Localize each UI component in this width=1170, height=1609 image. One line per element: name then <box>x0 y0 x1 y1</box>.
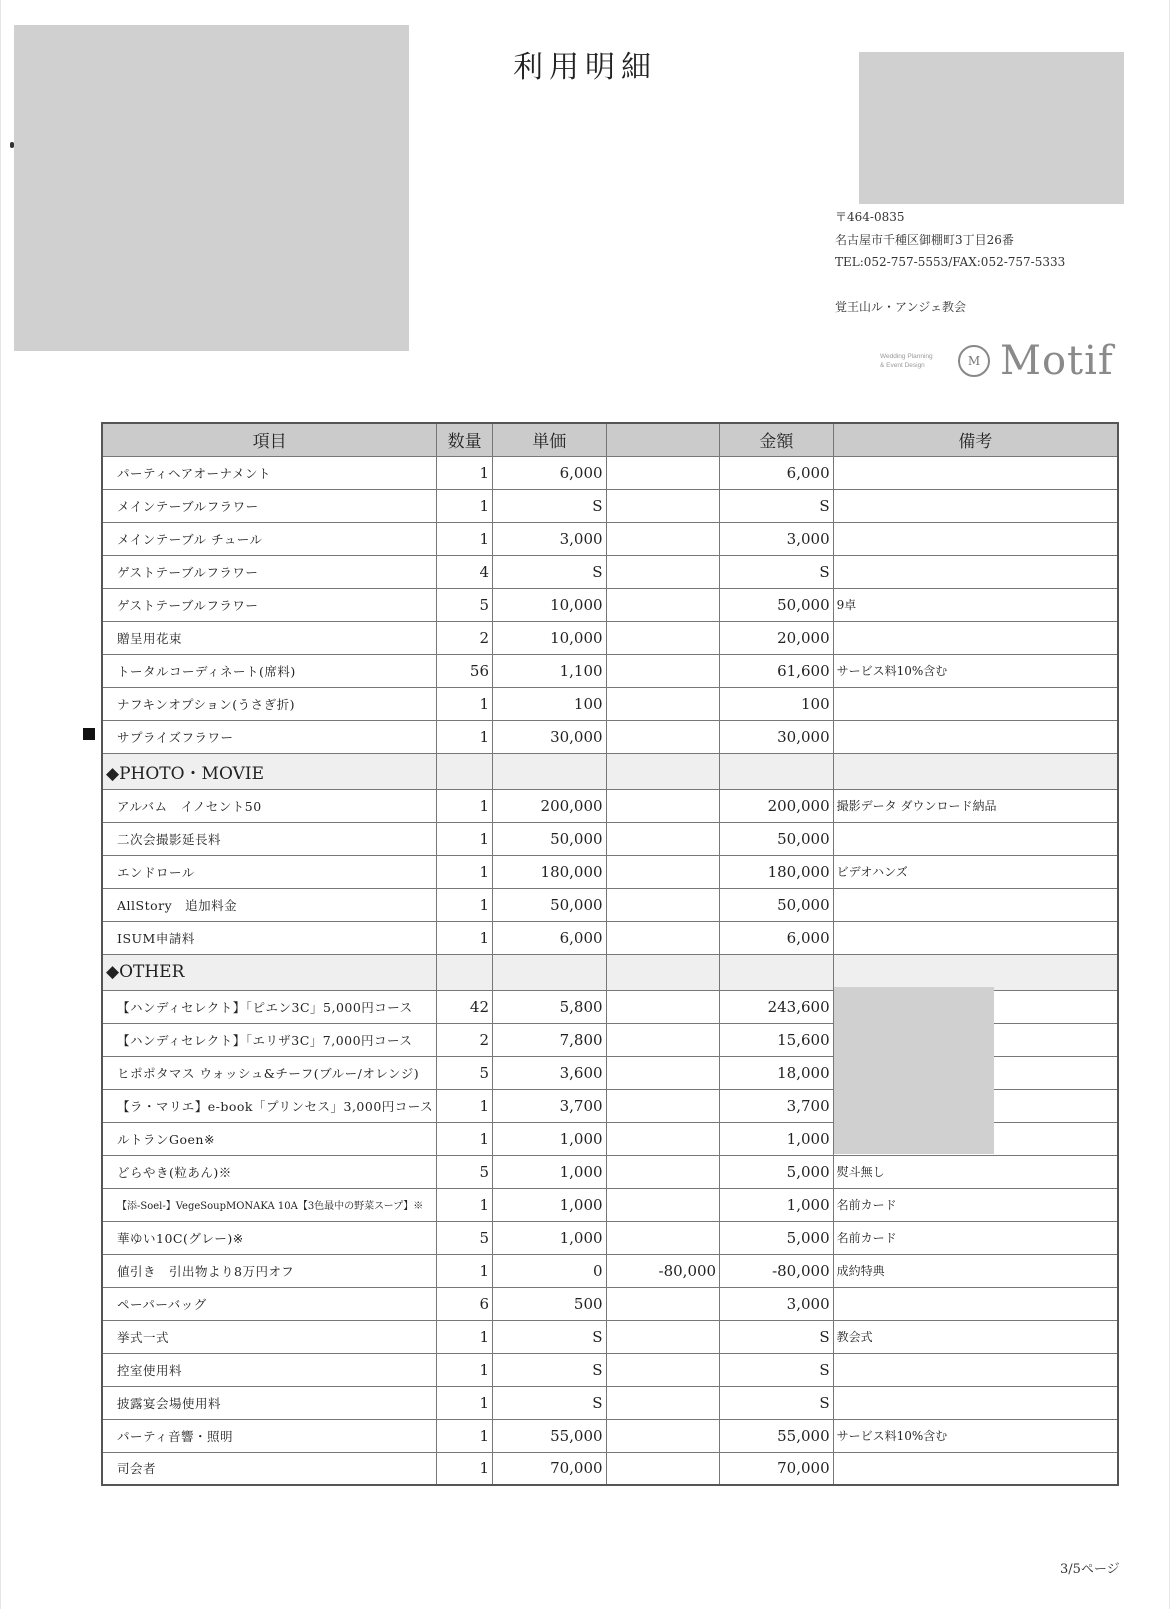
cell-amount: 243,600 <box>720 990 834 1023</box>
cell-amount: 50,000 <box>720 822 834 855</box>
table-row <box>102 855 1118 888</box>
cell-amount: 6,000 <box>720 456 834 489</box>
cell-remarks <box>833 822 1118 855</box>
sender-address-block <box>835 206 1065 318</box>
cell-amount: 1,000 <box>720 1188 834 1221</box>
cell-unit-price: 10,000 <box>493 621 607 654</box>
cell-unit-price: 6,000 <box>493 456 607 489</box>
cell-discount <box>606 921 720 954</box>
cell-quantity: 1 <box>437 1188 493 1221</box>
table-row <box>102 1353 1118 1386</box>
cell-discount <box>606 1386 720 1419</box>
cell-discount <box>606 1320 720 1353</box>
cell-amount: 180,000 <box>720 855 834 888</box>
cell-quantity: 56 <box>437 654 493 687</box>
cell-remarks: 名前カード <box>833 1188 1118 1221</box>
table-row <box>102 456 1118 489</box>
section-empty-cell <box>493 753 607 789</box>
section-empty-cell <box>493 954 607 990</box>
cell-discount <box>606 1155 720 1188</box>
document-title: 利用明細 <box>513 50 657 85</box>
street-address: 名古屋市千種区御棚町3丁目26番 <box>835 232 1014 247</box>
cell-item: 【ラ・マリエ】e-book「プリンセス」3,000円コース <box>102 1089 437 1122</box>
cell-item: 披露宴会場使用料 <box>102 1386 437 1419</box>
table-row <box>102 720 1118 753</box>
table-row <box>102 555 1118 588</box>
cell-discount <box>606 588 720 621</box>
table-row <box>102 687 1118 720</box>
cell-amount: S <box>720 489 834 522</box>
cell-discount <box>606 522 720 555</box>
cell-unit-price: S <box>493 489 607 522</box>
cell-quantity: 1 <box>437 888 493 921</box>
statement-table <box>101 422 1119 1486</box>
logo-circle-mark-icon: M <box>958 345 990 377</box>
cell-discount <box>606 654 720 687</box>
cell-quantity: 1 <box>437 720 493 753</box>
cell-amount: 3,700 <box>720 1089 834 1122</box>
cell-remarks <box>833 522 1118 555</box>
cell-remarks <box>833 489 1118 522</box>
cell-quantity: 1 <box>437 855 493 888</box>
cell-item: AllStory 追加料金 <box>102 888 437 921</box>
table-row <box>102 1188 1118 1221</box>
cell-remarks <box>833 1386 1118 1419</box>
cell-discount <box>606 1122 720 1155</box>
table-row <box>102 822 1118 855</box>
table-row <box>102 654 1118 687</box>
cell-quantity: 1 <box>437 1419 493 1452</box>
logo-tagline-line-2: & Event Design <box>880 362 925 369</box>
cell-remarks <box>833 555 1118 588</box>
cell-remarks: ビデオハンズ <box>833 855 1118 888</box>
cell-item: 挙式一式 <box>102 1320 437 1353</box>
cell-unit-price: 0 <box>493 1254 607 1287</box>
logo-wordmark: Motif <box>1000 338 1114 384</box>
cell-item: パーティヘアオーナメント <box>102 456 437 489</box>
cell-item: 【ハンディセレクト】「エリザ3C」7,000円コース <box>102 1023 437 1056</box>
cell-amount: S <box>720 1353 834 1386</box>
cell-remarks <box>833 720 1118 753</box>
cell-amount: S <box>720 555 834 588</box>
cell-amount: 5,000 <box>720 1155 834 1188</box>
cell-item: 司会者 <box>102 1452 437 1485</box>
cell-amount: 200,000 <box>720 789 834 822</box>
cell-unit-price: 5,800 <box>493 990 607 1023</box>
section-empty-cell <box>437 954 493 990</box>
cell-item: メインテーブル チュール <box>102 522 437 555</box>
cell-discount <box>606 822 720 855</box>
cell-discount <box>606 687 720 720</box>
motif-logo <box>880 338 1114 384</box>
cell-amount: S <box>720 1320 834 1353</box>
cell-remarks: 成約特典 <box>833 1254 1118 1287</box>
section-empty-cell <box>606 753 720 789</box>
header-remarks: 備考 <box>833 423 1118 456</box>
cell-discount <box>606 1419 720 1452</box>
cell-unit-price: 500 <box>493 1287 607 1320</box>
cell-item: 二次会撮影延長料 <box>102 822 437 855</box>
table-row <box>102 921 1118 954</box>
section-empty-cell <box>833 753 1118 789</box>
row-marker-square <box>83 728 95 740</box>
cell-item: メインテーブルフラワー <box>102 489 437 522</box>
cell-amount: 5,000 <box>720 1221 834 1254</box>
cell-discount <box>606 1287 720 1320</box>
cell-discount <box>606 990 720 1023</box>
table-row <box>102 1287 1118 1320</box>
postal-code: 〒464-0835 <box>835 210 905 224</box>
cell-discount <box>606 456 720 489</box>
cell-item: アルバム イノセント50 <box>102 789 437 822</box>
cell-unit-price: 100 <box>493 687 607 720</box>
cell-quantity: 1 <box>437 1353 493 1386</box>
cell-quantity: 1 <box>437 687 493 720</box>
cell-item: 贈呈用花束 <box>102 621 437 654</box>
cell-unit-price: 180,000 <box>493 855 607 888</box>
cell-unit-price: 3,700 <box>493 1089 607 1122</box>
table-row <box>102 1452 1118 1485</box>
header-item: 項目 <box>102 423 437 456</box>
cell-remarks: 名前カード <box>833 1221 1118 1254</box>
cell-item: ペーパーバッグ <box>102 1287 437 1320</box>
cell-amount: 30,000 <box>720 720 834 753</box>
cell-quantity: 1 <box>437 1254 493 1287</box>
cell-remarks: 9卓 <box>833 588 1118 621</box>
cell-amount: 50,000 <box>720 888 834 921</box>
cell-discount <box>606 1056 720 1089</box>
cell-quantity: 6 <box>437 1287 493 1320</box>
table-row <box>102 1320 1118 1353</box>
cell-unit-price: 3,000 <box>493 522 607 555</box>
cell-remarks: サービス料10%含む <box>833 654 1118 687</box>
cell-remarks: 教会式 <box>833 1320 1118 1353</box>
cell-amount: 100 <box>720 687 834 720</box>
cell-remarks <box>833 1452 1118 1485</box>
table-row <box>102 1155 1118 1188</box>
cell-unit-price: 70,000 <box>493 1452 607 1485</box>
header-discount <box>606 423 720 456</box>
cell-quantity: 1 <box>437 456 493 489</box>
cell-item: エンドロール <box>102 855 437 888</box>
cell-item: ヒポポタマス ウォッシュ&チーフ(ブルー/オレンジ) <box>102 1056 437 1089</box>
cell-item: ナフキンオプション(うさぎ折) <box>102 687 437 720</box>
cell-item: パーティ音響・照明 <box>102 1419 437 1452</box>
cell-remarks <box>833 687 1118 720</box>
venue-name: 覚王山ル・アンジェ教会 <box>835 299 966 314</box>
cell-unit-price: 1,000 <box>493 1188 607 1221</box>
cell-quantity: 1 <box>437 1089 493 1122</box>
cell-quantity: 2 <box>437 1023 493 1056</box>
cell-remarks: 撮影データ ダウンロード納品 <box>833 789 1118 822</box>
cell-quantity: 1 <box>437 1320 493 1353</box>
cell-unit-price: 30,000 <box>493 720 607 753</box>
cell-item: ゲストテーブルフラワー <box>102 588 437 621</box>
cell-unit-price: S <box>493 1386 607 1419</box>
cell-discount <box>606 1353 720 1386</box>
cell-item: 華ゆい10C(グレー)※ <box>102 1221 437 1254</box>
cell-unit-price: 50,000 <box>493 822 607 855</box>
logo-tagline-line-1: Wedding Planning <box>880 353 933 360</box>
cell-discount: -80,000 <box>606 1254 720 1287</box>
cell-discount <box>606 1089 720 1122</box>
cell-item: トータルコーディネート(席料) <box>102 654 437 687</box>
cell-item: 値引き 引出物より8万円オフ <box>102 1254 437 1287</box>
section-empty-cell <box>606 954 720 990</box>
table-row <box>102 888 1118 921</box>
cell-remarks <box>833 921 1118 954</box>
tel-fax: TEL:052-757-5553/FAX:052-757-5333 <box>835 255 1066 269</box>
cell-unit-price: S <box>493 1320 607 1353</box>
cell-quantity: 1 <box>437 522 493 555</box>
cell-unit-price: 1,000 <box>493 1221 607 1254</box>
cell-quantity: 1 <box>437 1452 493 1485</box>
cell-item: ルトランGoen※ <box>102 1122 437 1155</box>
cell-discount <box>606 489 720 522</box>
cell-amount: 15,600 <box>720 1023 834 1056</box>
cell-discount <box>606 888 720 921</box>
cell-discount <box>606 1221 720 1254</box>
header-amount: 金額 <box>720 423 834 456</box>
cell-amount: 3,000 <box>720 1287 834 1320</box>
cell-item: ISUM申請料 <box>102 921 437 954</box>
cell-amount: 50,000 <box>720 588 834 621</box>
cell-quantity: 1 <box>437 1122 493 1155</box>
section-empty-cell <box>720 954 834 990</box>
header-quantity: 数量 <box>437 423 493 456</box>
table-row <box>102 588 1118 621</box>
cell-amount: -80,000 <box>720 1254 834 1287</box>
cell-remarks <box>833 456 1118 489</box>
cell-unit-price: 200,000 <box>493 789 607 822</box>
cell-item: 【ハンディセレクト】「ピエン3C」5,000円コース <box>102 990 437 1023</box>
section-title: ◆PHOTO・MOVIE <box>102 753 437 789</box>
table-row <box>102 1254 1118 1287</box>
section-header-row <box>102 954 1118 990</box>
cell-amount: 20,000 <box>720 621 834 654</box>
page-number: 3/5ページ <box>1060 1562 1120 1577</box>
table-row <box>102 1419 1118 1452</box>
cell-remarks <box>833 888 1118 921</box>
cell-discount <box>606 789 720 822</box>
cell-item: サプライズフラワー <box>102 720 437 753</box>
cell-quantity: 1 <box>437 921 493 954</box>
table-row <box>102 789 1118 822</box>
cell-quantity: 1 <box>437 1386 493 1419</box>
cell-quantity: 5 <box>437 588 493 621</box>
cell-amount: 18,000 <box>720 1056 834 1089</box>
section-empty-cell <box>437 753 493 789</box>
cell-unit-price: S <box>493 555 607 588</box>
table-row <box>102 1386 1118 1419</box>
section-header-row <box>102 753 1118 789</box>
cell-amount: 6,000 <box>720 921 834 954</box>
cell-amount: 70,000 <box>720 1452 834 1485</box>
cell-item: ゲストテーブルフラワー <box>102 555 437 588</box>
table-row <box>102 489 1118 522</box>
table-header-row <box>102 423 1118 456</box>
cell-unit-price: 1,000 <box>493 1122 607 1155</box>
cell-discount <box>606 555 720 588</box>
cell-quantity: 42 <box>437 990 493 1023</box>
table-body <box>102 456 1118 1485</box>
cell-discount <box>606 855 720 888</box>
cell-amount: 61,600 <box>720 654 834 687</box>
cell-item: 【添-Soel-】VegeSoupMONAKA 10A【3色最中の野菜スープ】※ <box>102 1188 437 1221</box>
cell-amount: 1,000 <box>720 1122 834 1155</box>
cell-amount: 3,000 <box>720 522 834 555</box>
cell-quantity: 5 <box>437 1155 493 1188</box>
table-row <box>102 522 1118 555</box>
cell-remarks <box>833 1287 1118 1320</box>
cell-discount <box>606 1452 720 1485</box>
cell-quantity: 2 <box>437 621 493 654</box>
logo-tagline <box>880 352 950 370</box>
cell-unit-price: 1,100 <box>493 654 607 687</box>
header-unit-price: 単価 <box>493 423 607 456</box>
cell-quantity: 5 <box>437 1221 493 1254</box>
cell-discount <box>606 621 720 654</box>
cell-unit-price: 3,600 <box>493 1056 607 1089</box>
cell-item: 控室使用料 <box>102 1353 437 1386</box>
cell-quantity: 5 <box>437 1056 493 1089</box>
cell-item: どらやき(粒あん)※ <box>102 1155 437 1188</box>
table-row <box>102 1221 1118 1254</box>
cell-quantity: 1 <box>437 489 493 522</box>
section-empty-cell <box>720 753 834 789</box>
cell-unit-price: 6,000 <box>493 921 607 954</box>
cell-amount: 55,000 <box>720 1419 834 1452</box>
cell-discount <box>606 720 720 753</box>
section-title: ◆OTHER <box>102 954 437 990</box>
cell-discount <box>606 1188 720 1221</box>
section-empty-cell <box>833 954 1118 990</box>
cell-quantity: 1 <box>437 789 493 822</box>
cell-quantity: 4 <box>437 555 493 588</box>
cell-discount <box>606 1023 720 1056</box>
cell-unit-price: 55,000 <box>493 1419 607 1452</box>
cell-unit-price: 7,800 <box>493 1023 607 1056</box>
cell-unit-price: 10,000 <box>493 588 607 621</box>
redacted-block-remarks <box>834 987 994 1154</box>
cell-unit-price: 50,000 <box>493 888 607 921</box>
table-row <box>102 621 1118 654</box>
cell-remarks <box>833 1353 1118 1386</box>
cell-unit-price: 1,000 <box>493 1155 607 1188</box>
cell-amount: S <box>720 1386 834 1419</box>
cell-remarks: サービス料10%含む <box>833 1419 1118 1452</box>
cell-remarks <box>833 621 1118 654</box>
cell-unit-price: S <box>493 1353 607 1386</box>
margin-mark <box>10 142 14 148</box>
cell-quantity: 1 <box>437 822 493 855</box>
cell-remarks: 熨斗無し <box>833 1155 1118 1188</box>
